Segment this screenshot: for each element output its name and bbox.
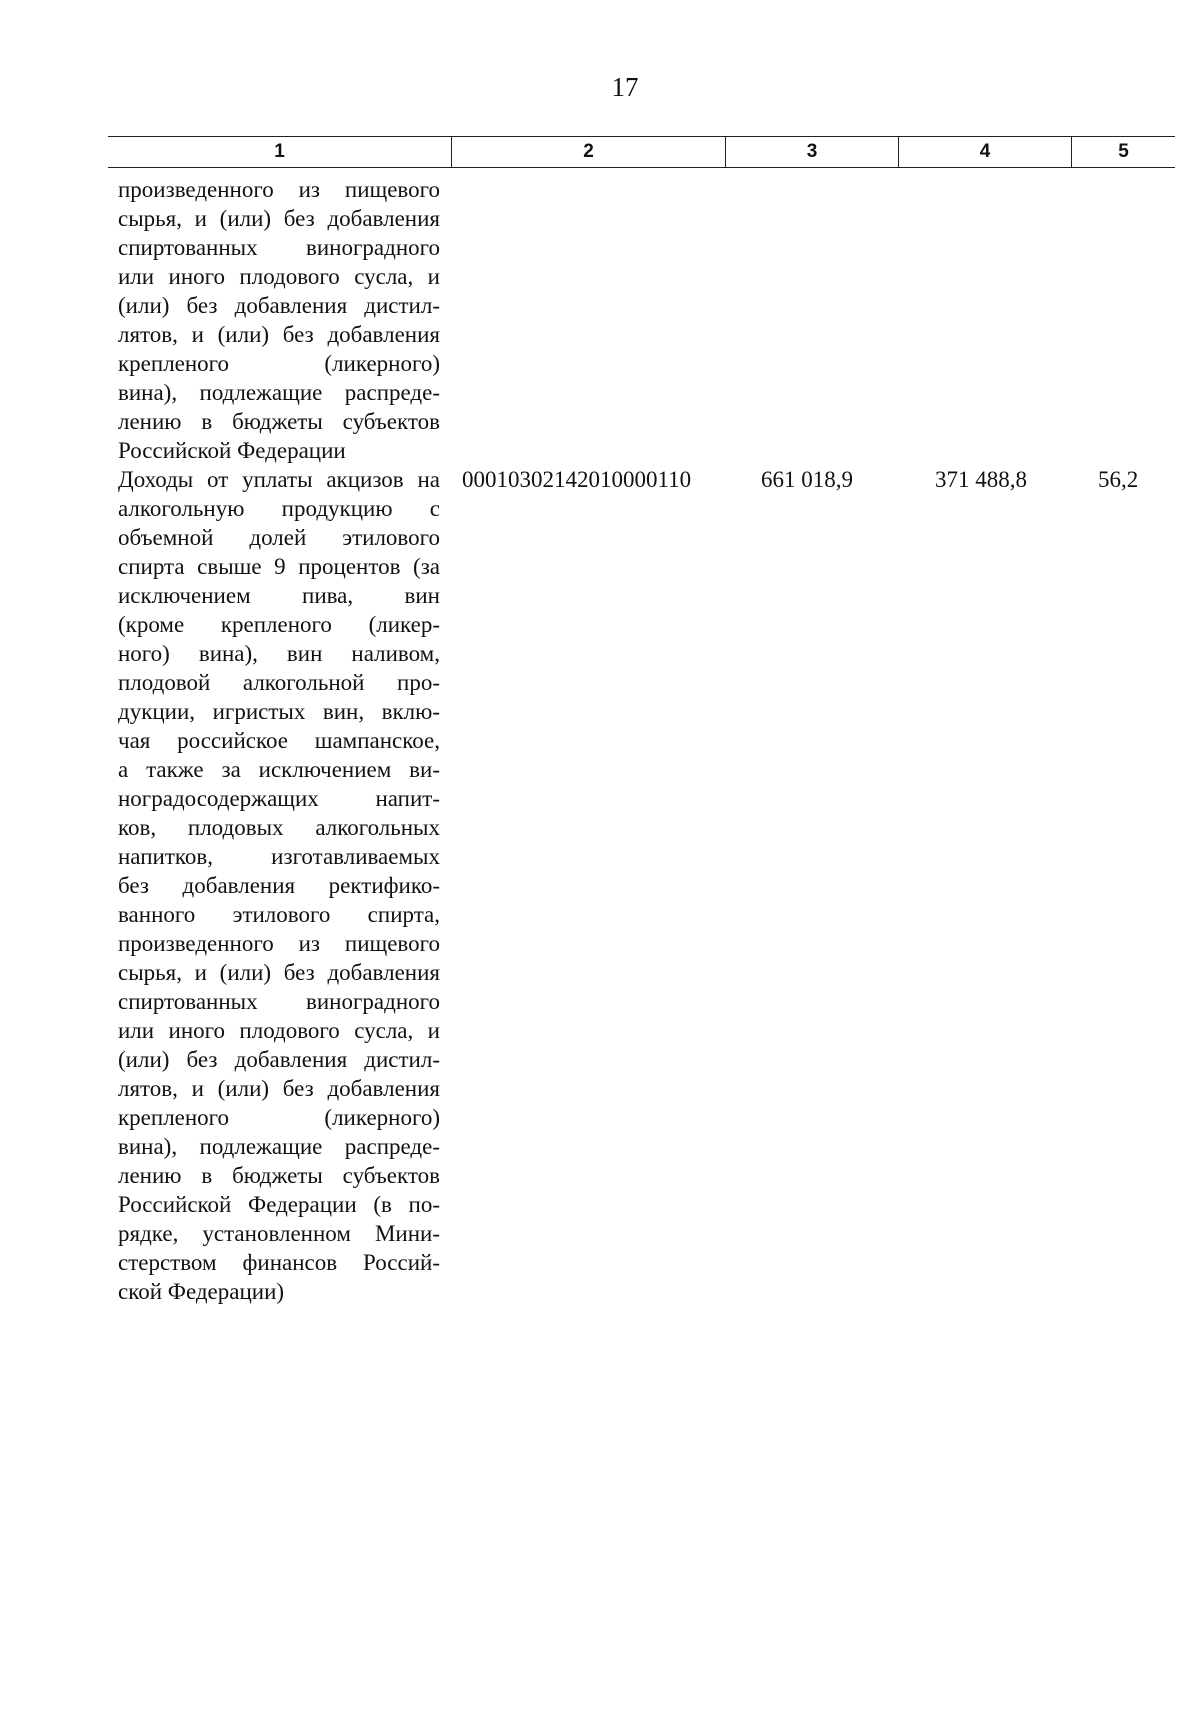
text-line: напитков, изготавливаемых [118,844,440,869]
text-line: (или) без добавления дистил- [118,293,440,318]
text-line: вина), подлежащие распреде- [118,380,440,405]
text-line: Российской Федерации (в по- [118,1192,440,1217]
row-description [118,465,440,1306]
continuation-description [118,175,440,465]
text-line: крепленого (ликерного) [118,351,440,376]
column-3-value: 661 018,9 [761,467,853,492]
column-header-1: 1 [108,136,451,168]
text-line: рядке, установленном Мини- [118,1221,440,1246]
text-line: лятов, и (или) без добавления [118,322,440,347]
text-line: спиртованных виноградного [118,235,440,260]
text-line: или иного плодового сусла, и [118,264,440,289]
column-4-value: 371 488,8 [935,467,1027,492]
text-line: произведенного из пищевого [118,931,440,956]
text-line: ванного этилового спирта, [118,902,440,927]
text-line: Российской Федерации [118,438,346,463]
text-line: ного) вина), вин наливом, [118,641,440,666]
text-line: лятов, и (или) без добавления [118,1076,440,1101]
column-header-2: 2 [451,136,725,168]
text-line: спиртованных виноградного [118,989,440,1014]
text-line: крепленого (ликерного) [118,1105,440,1130]
text-line: ков, плодовых алкогольных [118,815,440,840]
text-line: сырья, и (или) без добавления [118,206,440,231]
text-line: стерством финансов Россий- [118,1250,440,1275]
page-number: 17 [611,72,639,102]
text-line: дукции, игристых вин, вклю- [118,699,440,724]
text-line: вина), подлежащие распреде- [118,1134,440,1159]
text-line: Доходы от уплаты акцизов на [118,467,440,492]
budget-classification-code: 00010302142010000110 [462,467,692,492]
text-line: объемной долей этилового [118,525,440,550]
text-line: произведенного из пищевого [118,177,440,202]
text-line: а также за исключением ви- [118,757,440,782]
text-line: алкогольную продукцию с [118,496,440,521]
column-header-3: 3 [725,136,898,168]
column-header-5: 5 [1071,136,1175,168]
text-line: чая российское шампанское, [118,728,440,753]
text-line: ской Федерации) [118,1279,285,1304]
text-line: плодовой алкогольной про- [118,670,440,695]
text-line: спирта свыше 9 процентов (за [118,554,440,579]
text-line: сырья, и (или) без добавления [118,960,440,985]
column-5-value: 56,2 [1098,467,1139,492]
text-line: лению в бюджеты субъектов [118,1163,440,1188]
text-line: без добавления ректифико- [118,873,440,898]
text-line: лению в бюджеты субъектов [118,409,440,434]
text-line: или иного плодового сусла, и [118,1018,440,1043]
text-line: (кроме крепленого (ликер- [118,612,440,637]
text-line: исключением пива, вин [118,583,440,608]
text-line: (или) без добавления дистил- [118,1047,440,1072]
text-line: ноградосодержащих напит- [118,786,440,811]
column-header-4: 4 [898,136,1071,168]
